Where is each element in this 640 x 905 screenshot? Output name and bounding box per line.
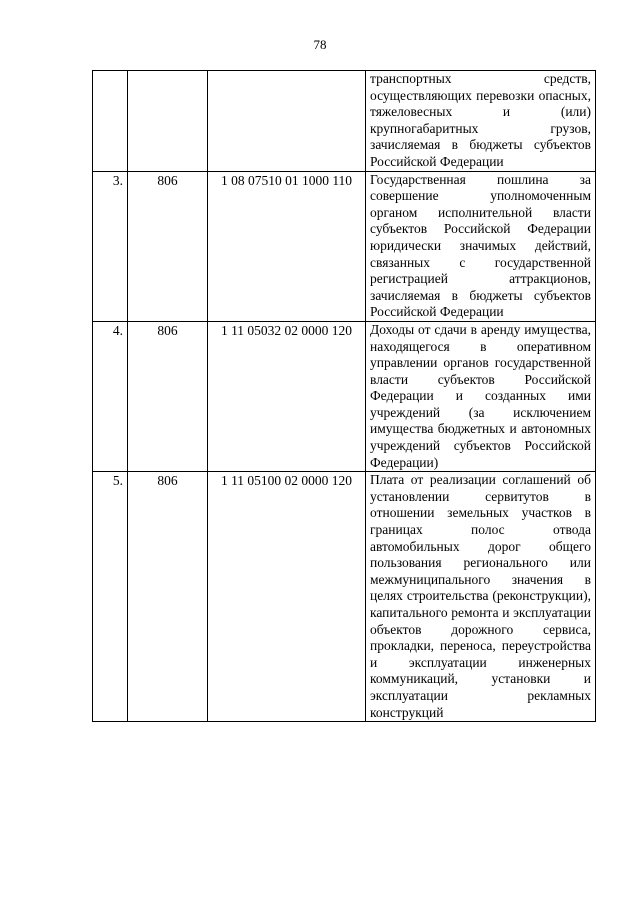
revenue-description-cell bbox=[366, 171, 596, 321]
administrator-code-cell: 806 bbox=[128, 321, 208, 471]
table-row bbox=[93, 71, 596, 172]
row-number-cell bbox=[93, 71, 128, 172]
revenue-description-cell bbox=[366, 71, 596, 172]
budget-classification-code-cell bbox=[208, 71, 366, 172]
administrator-code-cell: 806 bbox=[128, 171, 208, 321]
revenue-description-cell bbox=[366, 321, 596, 471]
revenue-description-text: Плата от реализации соглашений об установлении сервитутов в отношении земельных участков в границах полос отвода автомобильных дорог общего пользования регионального или межмуниципального значения в целях строительства (реконструкции), капитального ремонта и эксплуатации объектов дорожного сервиса, прокладки, переноса, переустройства и эксплуатации инженерных коммуникаций, установки и эксплуатации рекламных конструкций bbox=[370, 472, 591, 720]
table-row bbox=[93, 321, 596, 471]
table-row bbox=[93, 472, 596, 722]
budget-classification-code-cell: 1 11 05032 02 0000 120 bbox=[208, 321, 366, 471]
budget-classification-code-cell: 1 08 07510 01 1000 110 bbox=[208, 171, 366, 321]
revenue-description-text: транспортных средств, осуществляющих перевозки опасных, тяжеловесных и (или) крупногабаритных грузов, зачисляемая в бюджеты субъектов Российской Федерации bbox=[370, 71, 591, 169]
row-number-cell: 5. bbox=[93, 472, 128, 722]
row-number-cell: 3. bbox=[93, 171, 128, 321]
administrator-code-cell: 806 bbox=[128, 472, 208, 722]
budget-classification-code-cell: 1 11 05100 02 0000 120 bbox=[208, 472, 366, 722]
administrator-code-cell bbox=[128, 71, 208, 172]
revenue-description-text: Государственная пошлина за совершение уполномоченным органом исполнительной власти субъектов Российской Федерации юридически значимых действий, связанных с государственной регистрацией аттракционов, зачисляемая в бюджеты субъектов Российской Федерации bbox=[370, 171, 591, 320]
row-number-cell: 4. bbox=[93, 321, 128, 471]
revenue-codes-table bbox=[92, 70, 596, 722]
revenue-description-cell bbox=[366, 472, 596, 722]
table-row bbox=[93, 171, 596, 321]
page-number: 78 bbox=[313, 37, 327, 52]
revenue-description-text: Доходы от сдачи в аренду имущества, находящегося в оперативном управлении органов государственной власти субъектов Российской Федерации и созданных ими учреждений (за исключением имущества бюджетных и автономных учреждений субъектов Российской Федерации) bbox=[370, 321, 591, 470]
